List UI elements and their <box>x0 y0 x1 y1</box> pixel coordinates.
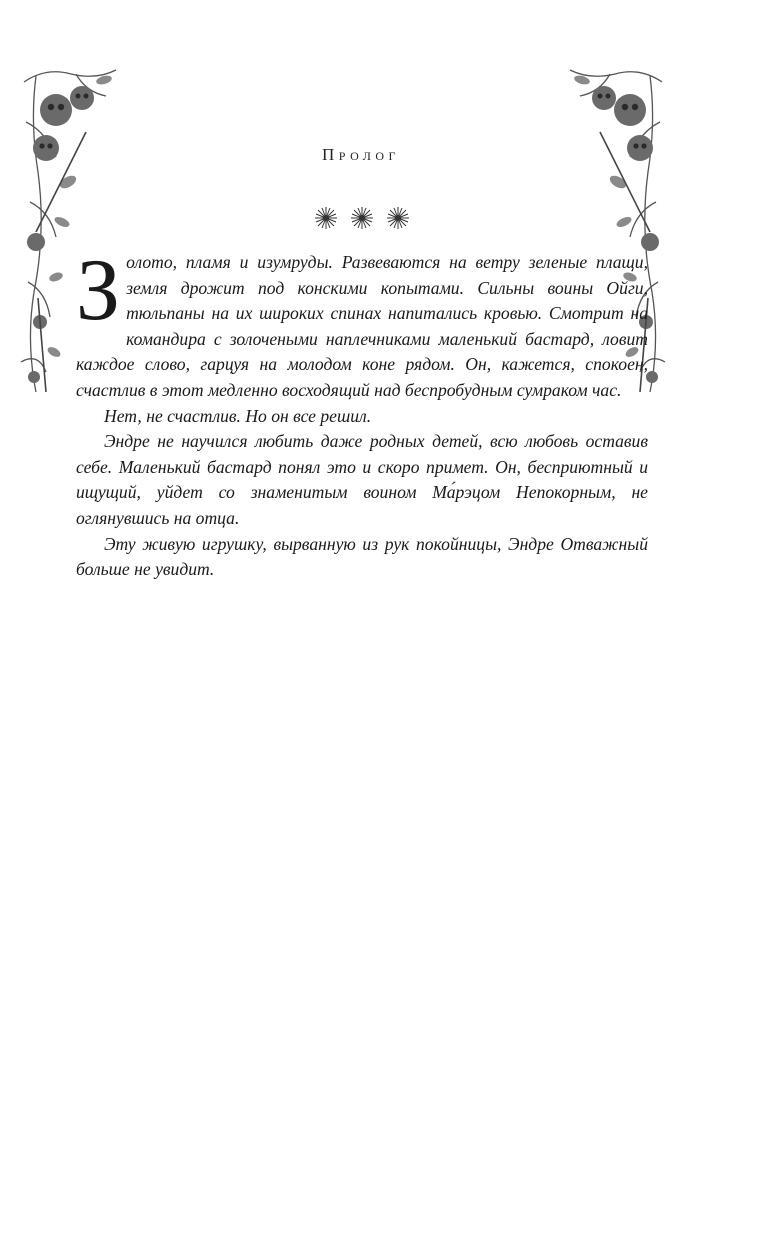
chapter-title: Пролог <box>322 145 400 164</box>
drop-cap: З <box>76 242 121 339</box>
three-stars-ornament-icon <box>309 203 415 233</box>
paragraph-text: олото, пламя и изумруды. Развеваются на ветру зеленые плащи, земля дрожит под конскими копытами. Сильны воины Ойги, тюльпаны на их широких спинах напитались кровью. Смотрит на командира с золочеными наплечниками маленький бастард, ловит каждое слово, гарцуя на молодом коне рядом. Он, кажется, спокоен, счастлив в этот медленно восходящий над беспробудным сумраком час. <box>76 252 648 400</box>
paragraph <box>76 242 648 404</box>
paragraph: Эту живую игрушку, вырванную из рук покойницы, Эндре Отважный больше не увидит. <box>76 533 648 580</box>
paragraph: Эндре не научился любить даже родных детей, всю любовь оставив себе. Маленький бастард понял это и скоро примет. Он, бесприютный и ищущий, уйдет со знаменитым воином Ма́рэцом Непокорным, не оглянувшись на отца. <box>76 431 648 528</box>
paragraph: Нет, не счастлив. Но он все решил. <box>104 405 372 426</box>
prologue-text <box>76 242 648 583</box>
ornament-divider <box>309 203 415 233</box>
